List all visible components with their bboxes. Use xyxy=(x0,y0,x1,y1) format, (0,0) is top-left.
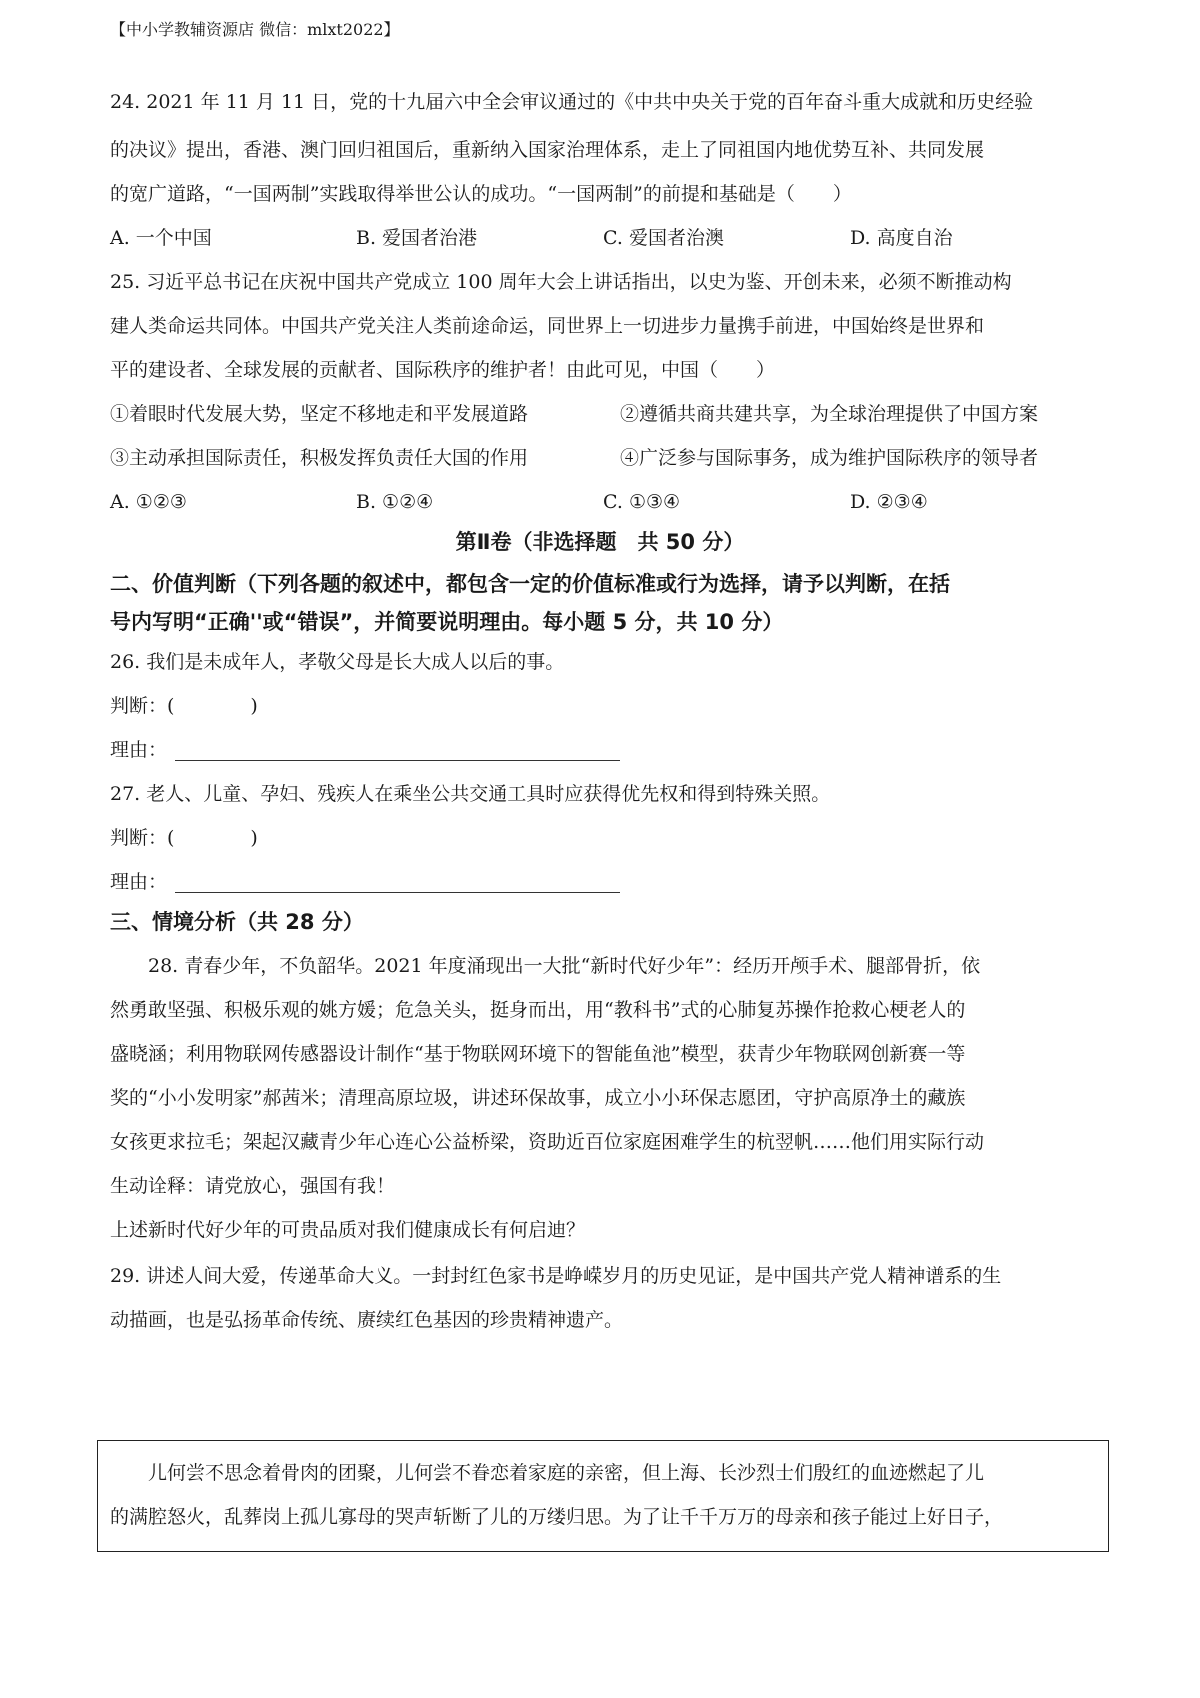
q25-option-d: D. ②③④ xyxy=(850,491,928,513)
q25-statement-3: ③主动承担国际责任，积极发挥负责任大国的作用 xyxy=(110,447,529,469)
q28-line-2: 然勇敢坚强、积极乐观的姚方媛；危急关头，挺身而出，用“教科书”式的心肺复苏操作抢救心梗老人的 xyxy=(110,999,966,1021)
q27-reason-label: 理由： xyxy=(110,871,168,893)
q24-option-a: A. 一个中国 xyxy=(110,227,212,249)
q29-box-line-1: 儿何尝不思念着骨肉的团聚，儿何尝不眷恋着家庭的亲密，但上海、长沙烈士们殷红的血迹燃起了儿 xyxy=(148,1462,985,1484)
q24-option-c: C. 爱国者治澳 xyxy=(603,227,724,249)
q25-statement-4: ④广泛参与国际事务，成为维护国际秩序的领导者 xyxy=(620,447,1039,469)
q29-line-2: 动描画，也是弘扬革命传统、赓续红色基因的珍贵精神遗产。 xyxy=(110,1309,624,1331)
q28-line-5: 女孩更求拉毛；架起汉藏青少年心连心公益桥梁，资助近百位家庭困难学生的杭翌帆……他们用实际行动 xyxy=(110,1131,985,1153)
q29-letter-excerpt-box xyxy=(97,1440,1109,1552)
q29-box-line-2: 的满腔怒火，乱葬岗上孤儿寡母的哭声斩断了儿的万缕归思。为了让千千万万的母亲和孩子能过上好日子， xyxy=(110,1506,1004,1528)
q26-judge: 判断：( ) xyxy=(110,695,258,717)
section3-heading: 三、情境分析（共 28 分） xyxy=(110,910,364,934)
q24-option-b: B. 爱国者治港 xyxy=(356,227,478,249)
q26-reason-blank xyxy=(175,760,620,761)
q25-line-1: 25. 习近平总书记在庆祝中国共产党成立 100 周年大会上讲话指出，以史为鉴、开创未来，必须不断推动构 xyxy=(110,271,1012,293)
q25-option-c: C. ①③④ xyxy=(603,491,681,513)
q28-line-1: 28. 青春少年，不负韶华。2021 年度涌现出一大批“新时代好少年”：经历开颅手术、腿部骨折，依 xyxy=(148,955,981,977)
q25-option-a: A. ①②③ xyxy=(110,491,187,513)
section2-heading-line-2: 号内写明“正确''或“错误”，并简要说明理由。每小题 5 分，共 10 分） xyxy=(110,610,784,634)
q24-option-d: D. 高度自治 xyxy=(850,227,953,249)
q27-reason-blank xyxy=(175,892,620,893)
q25-option-b: B. ①②④ xyxy=(356,491,434,513)
q27-text: 27. 老人、儿童、孕妇、残疾人在乘坐公共交通工具时应获得优先权和得到特殊关照。 xyxy=(110,783,831,805)
q25-statement-2: ②遵循共商共建共享，为全球治理提供了中国方案 xyxy=(620,403,1039,425)
q24-line-1: 24. 2021 年 11 月 11 日，党的十九届六中全会审议通过的《中共中央关于党的百年奋斗重大成就和历史经验 xyxy=(110,91,1034,113)
q24-line-3: 的宽广道路，“一国两制”实践取得举世公认的成功。“一国两制”的前提和基础是（ ） xyxy=(110,183,852,205)
section2-heading-line-1: 二、价值判断（下列各题的叙述中，都包含一定的价值标准或行为选择，请予以判断，在括 xyxy=(110,572,950,596)
q26-reason-label: 理由： xyxy=(110,739,168,761)
q28-line-6: 生动诠释：请党放心，强国有我！ xyxy=(110,1175,396,1197)
q28-question: 上述新时代好少年的可贵品质对我们健康成长有何启迪？ xyxy=(110,1219,586,1241)
q29-line-1: 29. 讲述人间大爱，传递革命大义。一封封红色家书是峥嵘岁月的历史见证，是中国共产党人精神谱系的生 xyxy=(110,1265,1002,1287)
q26-text: 26. 我们是未成年人，孝敬父母是长大成人以后的事。 xyxy=(110,651,565,673)
page-header: 【中小学教辅资源店 微信：mlxt2022】 xyxy=(110,20,400,39)
q25-line-3: 平的建设者、全球发展的贡献者、国际秩序的维护者！由此可见，中国（ ） xyxy=(110,359,776,381)
q25-line-2: 建人类命运共同体。中国共产党关注人类前途命运，同世界上一切进步力量携手前进，中国始终是世界和 xyxy=(110,315,985,337)
q28-line-3: 盛晓涵；利用物联网传感器设计制作“基于物联网环境下的智能鱼池”模型，获青少年物联网创新赛一等 xyxy=(110,1043,966,1065)
q24-line-2: 的决议》提出，香港、澳门回归祖国后，重新纳入国家治理体系，走上了同祖国内地优势互补、共同发展 xyxy=(110,139,985,161)
q25-statement-1: ①着眼时代发展大势，坚定不移地走和平发展道路 xyxy=(110,403,529,425)
q28-line-4: 奖的“小小发明家”郝茜米；清理高原垃圾，讲述环保故事，成立小小环保志愿团，守护高原净土的藏族 xyxy=(110,1087,966,1109)
q27-judge: 判断：( ) xyxy=(110,827,258,849)
part2-title: 第Ⅱ卷（非选择题 共 50 分） xyxy=(455,530,745,554)
